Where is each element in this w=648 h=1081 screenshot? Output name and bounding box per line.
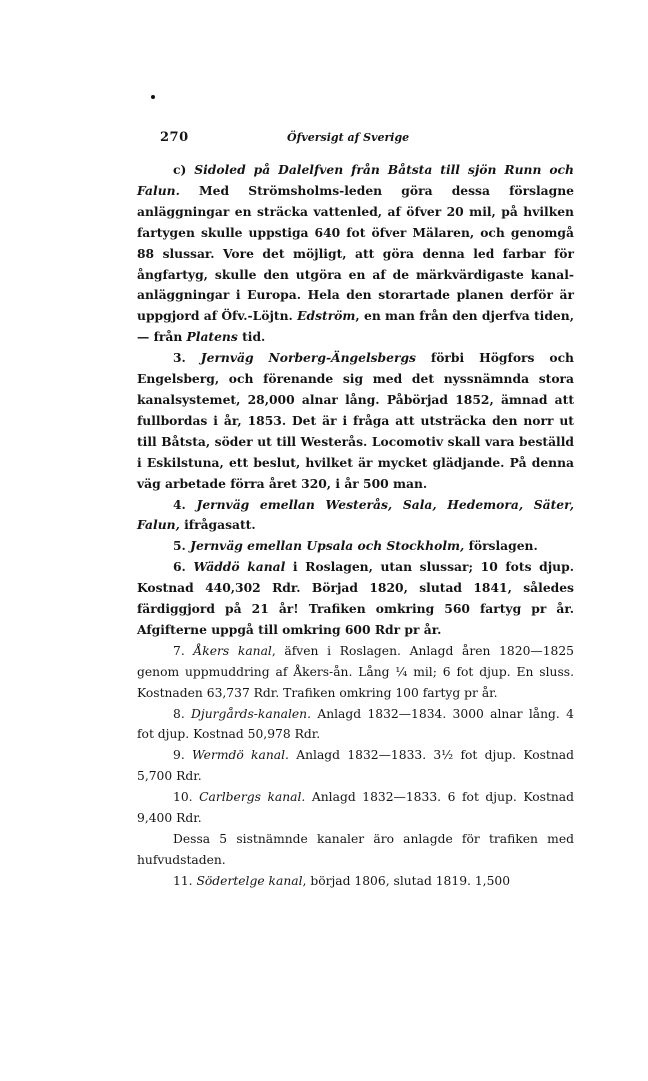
item-title: Jernväg Norberg-Ängelsbergs — [200, 350, 416, 366]
item-text: ifrågasatt. — [179, 517, 256, 533]
item-text-end: tid. — [237, 329, 266, 345]
item-number: 6. — [173, 559, 194, 575]
paragraph-summary — [137, 829, 574, 871]
running-title: Öfversigt af Sverige — [287, 131, 410, 144]
item-text: , äfven i Roslagen. Anlagd åren 1820—1825 genom uppmuddring af Åkers-ån. Lång ¼ mil; 6 fot djup. En sluss. Kostnaden 63,737 Rdr. Trafiken omkring 100 fartyg pr år. — [137, 643, 574, 700]
item-title: Södertelge kanal — [196, 873, 303, 888]
item-number: 11. — [173, 873, 197, 888]
item-number: 5. — [173, 538, 191, 554]
item-text: Anlagd 1832—1834. 3000 alnar lång. 4 fot djup. Kostnad 50,978 Rdr. — [137, 706, 574, 742]
paragraph-item-8 — [137, 704, 574, 746]
item-text: Med Strömsholms-leden göra dessa förslagne anläggningar en sträcka vattenled, af öfver 20 mil, på hvilken fartygen skulle uppstiga 640 fot öfver Mälaren, och genomgå 88 slussar. Vore det möjligt, att göra denna led farbar för ångfartyg, skulle den utgöra en af de märkvärdigaste kanal-anläggningar i Europa. Hela den storartade planen derför är uppgjord af Öfv.-Löjtn. — [137, 182, 575, 324]
page-body — [137, 160, 574, 892]
item-title: Jernväg emellan Westerås, Sala, Hedemora, Säter, Falun, — [137, 496, 574, 533]
paragraph-item-6 — [137, 557, 574, 641]
item-title: Carlbergs kanal. — [199, 790, 306, 805]
item-text: Dessa 5 sistnämnde kanaler äro anlagde för trafiken med hufvudstaden. — [137, 832, 574, 867]
paragraph-sidoled — [137, 160, 574, 348]
item-title: Djurgårds-kanalen. — [191, 706, 312, 721]
item-text: förslagen. — [464, 538, 538, 554]
item-letter: c) — [173, 162, 195, 177]
paragraph-item-10 — [137, 787, 574, 829]
item-text: Anlagd 1832—1833. 6 fot djup. Kostnad 9,400 Rdr. — [137, 790, 575, 826]
paragraph-item-4 — [137, 495, 574, 537]
paragraph-item-5 — [137, 536, 574, 557]
paragraph-item-3 — [137, 348, 574, 494]
paragraph-item-11 — [137, 871, 574, 892]
paragraph-item-7 — [137, 641, 574, 704]
item-title: Sidoled på Dalelfven från Båtsta till sjön Runn och Falun. — [137, 162, 574, 198]
item-title: Jernväg emellan Upsala och Stockholm, — [190, 538, 465, 554]
item-number: 7. — [173, 643, 194, 658]
item-number: 3. — [173, 350, 201, 366]
item-number: 9. — [173, 748, 193, 763]
item-number: 10. — [173, 790, 200, 805]
item-number: 8. — [173, 706, 192, 721]
item-text: Anlagd 1832—1833. 3½ fot djup. Kostnad 5,700 Rdr. — [137, 748, 574, 784]
item-title: Wermdö kanal. — [192, 748, 289, 763]
page-number: 270 — [160, 130, 189, 145]
item-text-tail: , en man från den djerfva tiden, — från — [137, 308, 574, 345]
paragraph-item-9 — [137, 745, 574, 787]
item-title: Åkers kanal — [193, 643, 272, 658]
item-text: i Roslagen, utan slussar; 10 fots djup. Kostnad 440,302 Rdr. Börjad 1820, slutad 1841, således färdiggjord på 21 år! Trafiken omkring 560 fartyg pr år. Afgifterne uppgå till omkring 600 Rdr pr år. — [137, 559, 574, 637]
page-header — [0, 130, 648, 150]
person-name: Edström — [297, 308, 356, 324]
item-text: förbi Högfors och Engelsberg, och förenande sig med det nyssnämnda stora kanalsystemet, 28,000 alnar lång. Påbörjad 1852, ämnad att fullbordas i år, 1853. Det är i fråga att utsträcka den norr ut till Båtsta, söder ut till Westerås. Locomotiv skall vara beställd i Eskilstuna, ett beslut, hvilket är mycket glädjande. På denna väg arbetade förra året 320, i år 500 man. — [137, 350, 575, 491]
item-title: Wäddö kanal — [193, 559, 286, 575]
item-number: 4. — [173, 496, 197, 512]
ink-speck — [151, 95, 155, 99]
person-name: Platens — [186, 329, 238, 345]
item-text: , börjad 1806, slutad 1819. 1,500 — [302, 873, 511, 888]
